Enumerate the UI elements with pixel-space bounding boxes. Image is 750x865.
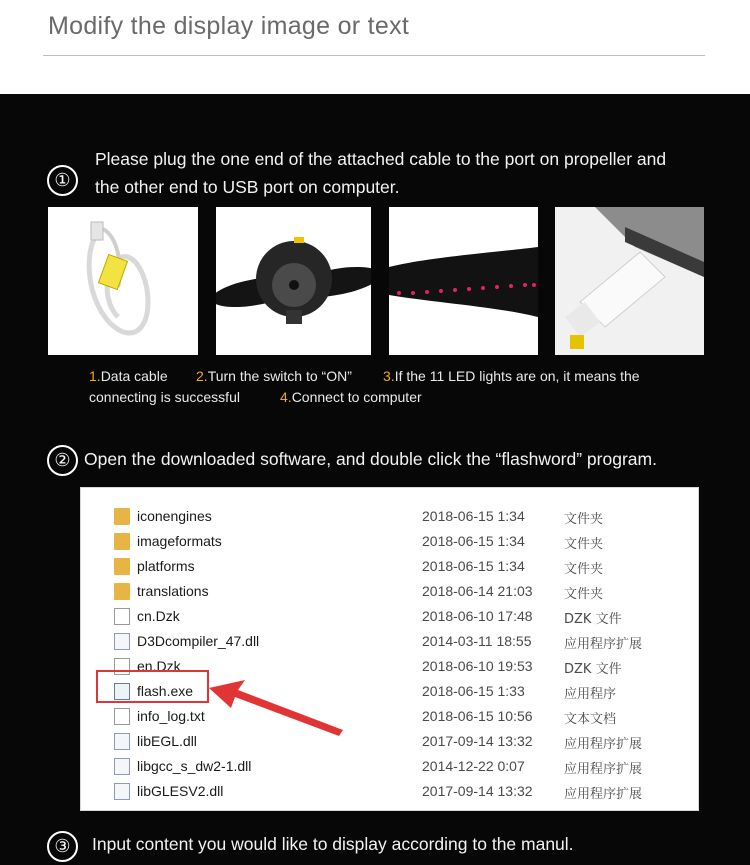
folder-icon (114, 558, 130, 575)
file-type: 文件夹 (564, 562, 604, 577)
file-name: libgcc_s_dw2-1.dll (137, 758, 252, 774)
folder-icon (114, 508, 130, 525)
step-1-number: ① (47, 165, 78, 196)
file-date: 2018-06-14 21:03 (422, 583, 533, 599)
caption-3-line-2: connecting is successful (89, 389, 240, 405)
header-divider (43, 55, 705, 56)
file-icon (114, 708, 130, 725)
header (0, 0, 750, 94)
file-date: 2018-06-15 1:34 (422, 533, 525, 549)
file-row[interactable] (81, 629, 698, 654)
file-date: 2018-06-15 10:56 (422, 708, 533, 724)
step-3-text: Input content you would like to display according to the manul. (92, 834, 574, 854)
file-name: D3Dcompiler_47.dll (137, 633, 260, 649)
file-icon (114, 608, 130, 625)
step-1-text (95, 145, 666, 201)
usb-port-photo (555, 207, 704, 355)
file-row[interactable] (81, 504, 698, 529)
file-name: info_log.txt (137, 708, 205, 724)
file-type: 文本文档 (564, 712, 617, 727)
file-date: 2018-06-10 19:53 (422, 658, 533, 674)
caption-3 (383, 366, 640, 387)
file-date: 2018-06-10 17:48 (422, 608, 533, 624)
file-row[interactable] (81, 529, 698, 554)
file-name: cn.Dzk (137, 608, 180, 624)
page-title: Modify the display image or text (48, 12, 410, 40)
file-date: 2018-06-15 1:33 (422, 683, 525, 699)
dll-icon (114, 733, 130, 750)
file-name: iconengines (137, 508, 212, 524)
file-type: 文件夹 (564, 587, 604, 602)
file-type: 应用程序扩展 (564, 762, 643, 777)
red-arrow-icon (205, 680, 345, 740)
file-explorer-list (80, 487, 699, 811)
file-name: platforms (137, 558, 195, 574)
file-name: en.Dzk (137, 658, 181, 674)
file-name: translations (137, 583, 209, 599)
propeller-switch-photo (216, 207, 371, 355)
caption-1-text: Data cable (100, 368, 168, 384)
file-type: DZK 文件 (564, 612, 622, 627)
file-row[interactable] (81, 754, 698, 779)
file-date: 2018-06-15 1:34 (422, 558, 525, 574)
file-type: 文件夹 (564, 512, 604, 527)
file-date: 2017-09-14 13:32 (422, 733, 533, 749)
file-row[interactable] (81, 579, 698, 604)
caption-4 (280, 387, 422, 408)
file-type: DZK 文件 (564, 662, 622, 677)
caption-4-text: Connect to computer (291, 389, 422, 405)
file-row[interactable] (81, 729, 698, 754)
step-2-text: Open the downloaded software, and double click the “flashword” program. (84, 449, 657, 469)
folder-icon (114, 533, 130, 550)
file-type: 应用程序扩展 (564, 787, 643, 802)
file-type: 应用程序扩展 (564, 737, 643, 752)
caption-1-number: 1. (89, 368, 101, 384)
caption-2-number: 2. (196, 368, 208, 384)
propeller-led-photo (389, 207, 538, 355)
file-date: 2014-12-22 0:07 (422, 758, 525, 774)
file-date: 2014-03-11 18:55 (422, 633, 532, 649)
step-1-line-2: the other end to USB port on computer. (95, 177, 400, 197)
caption-4-number: 4. (280, 389, 292, 405)
file-name: imageformats (137, 533, 222, 549)
file-name: libGLESV2.dll (137, 783, 224, 799)
file-name: flash.exe (137, 683, 194, 699)
file-row[interactable] (81, 554, 698, 579)
caption-3-text: If the 11 LED lights are on, it means the (394, 368, 640, 384)
caption-2 (196, 366, 352, 387)
caption-line-1 (89, 366, 168, 387)
dll-icon (114, 783, 130, 800)
dll-icon (114, 633, 130, 650)
file-type: 应用程序 (564, 687, 617, 702)
file-date: 2018-06-15 1:34 (422, 508, 525, 524)
file-row[interactable] (81, 604, 698, 629)
dll-icon (114, 758, 130, 775)
file-date: 2017-09-14 13:32 (422, 783, 533, 799)
folder-icon (114, 583, 130, 600)
file-type: 应用程序扩展 (564, 637, 643, 652)
file-type: 文件夹 (564, 537, 604, 552)
file-row[interactable] (81, 779, 698, 804)
highlight-box (96, 670, 209, 703)
file-name: libEGL.dll (137, 733, 197, 749)
step-2-number: ② (47, 445, 78, 476)
step-1-line-1: Please plug the one end of the attached cable to the port on propeller and (95, 149, 667, 169)
caption-3-number: 3. (383, 368, 395, 384)
file-row[interactable] (81, 704, 698, 729)
usb-cable-photo (48, 207, 198, 355)
step-3-number: ③ (47, 831, 78, 862)
caption-2-text: Turn the switch to “ON” (207, 368, 352, 384)
